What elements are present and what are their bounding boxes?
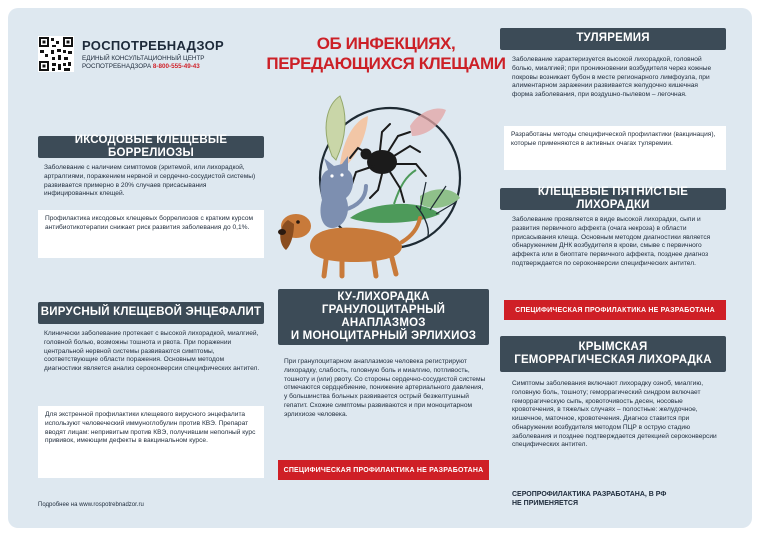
crimean-heading-line-1: КРЫМСКАЯ xyxy=(578,340,648,353)
page-title xyxy=(266,34,506,74)
spotted-fever-heading: КЛЕЩЕВЫЕ ПЯТНИСТЫЕ ЛИХОРАДКИ xyxy=(500,188,726,210)
q-fever-heading-line-1: КУ-ЛИХОРАДКА xyxy=(337,290,430,303)
q-fever-no-prophylaxis-badge: СПЕЦИФИЧЕСКАЯ ПРОФИЛАКТИКА НЕ РАЗРАБОТАНА xyxy=(278,460,489,480)
encephalitis-text: Клинически заболевание протекает с высокой лихорадкой, миалгией, головной болью, возможны тошнота и рвота. При поражении центральной нервной системы развиваются симптомы, соответствующие области поражения. Основным методом диагностики является анализ сероконверсии специфических антител. xyxy=(44,330,260,373)
center-line-1: ЕДИНЫЙ КОНСУЛЬТАЦИОННЫЙ ЦЕНТР xyxy=(82,55,205,62)
encephalitis-heading: ВИРУСНЫЙ КЛЕЩЕВОЙ ЭНЦЕФАЛИТ xyxy=(38,302,264,324)
spotted-fever-no-prophylaxis-badge: СПЕЦИФИЧЕСКАЯ ПРОФИЛАКТИКА НЕ РАЗРАБОТАНА xyxy=(504,300,726,320)
dog-icon xyxy=(278,214,420,276)
title-line-2: ПЕРЕДАЮЩИХСЯ КЛЕЩАМИ xyxy=(266,54,506,73)
title-line-1: ОБ ИНФЕКЦИЯХ, xyxy=(316,34,456,53)
org-name: РОСПОТРЕБНАДЗОР xyxy=(82,38,225,53)
qr-code-icon[interactable] xyxy=(38,36,74,72)
crimean-heading-line-2: ГЕМОРРАГИЧЕСКАЯ ЛИХОРАДКА xyxy=(514,354,712,366)
borreliosis-prophylaxis: Профилактика иксодовых клещевых боррелиозов с кратким курсом антибиотикотерапии снижает риск развития заболевания до 0,1%. xyxy=(38,210,264,258)
footer-link[interactable]: Подробнее на www.rospotrebnadzor.ru xyxy=(38,502,144,508)
org-header xyxy=(38,36,268,84)
spotted-fever-text: Заболевание проявляется в виде высокой лихорадки, сыпи и развития первичного аффекта (очага некроза) в области присасывания клеща. Основным методом диагностики является обнаружением ДНК возбудителя в крови, смыве с первичного аффекта или в биоптате первичного аффекта, позднее диагноз подтверждается по сероконверсии специфических антител. xyxy=(512,216,711,267)
crimean-fever-text: Симптомы заболевания включают лихорадку озноб, миалгию, головную боль, тошноту; геморрагический синдром включает геморрагическую сыпь, кровоточивость десен, носовые кровотечения, в тяжелых случаях – полостные: желудочное, кишечное, маточное, кровотечения. Диагноз ставится при обнаружении возбудителя методом ПЦР в острую стадию заболевания и позднее подтверждается детекцией сероконверсии специфических антител. xyxy=(512,380,717,449)
org-subtitle xyxy=(82,55,205,71)
tularemia-text: Заболевание характеризуется высокой лихорадкой, головной болью, миалгией; при проникновении возбудителя через кожные покровы возникает бубон в месте регионарного лимфоузла, при алиментарном заражении развивается желудочно кишечная форма заболевания, при воздушно-пылевом – легочная. xyxy=(512,56,712,99)
q-fever-heading xyxy=(278,289,489,345)
encephalitis-prophylaxis: Для экстренной профилактики клещевого вирусного энцефалита используют человеческий иммуноглобулин против КВЭ. Препарат вводят лицам: непривитым против КВЭ, получившим неполный курс прививок, имеющим дефекты в вакцинальном курсе. xyxy=(38,406,264,478)
note-line-1: СЕРОПРОФИЛАКТИКА РАЗРАБОТАНА, В РФ xyxy=(512,491,667,498)
borreliosis-heading: ИКСОДОВЫЕ КЛЕЩЕВЫЕ БОРРЕЛИОЗЫ xyxy=(38,136,264,158)
hotline-phone[interactable]: 8-800-555-49-43 xyxy=(152,62,200,70)
crimean-seroprophylaxis-note xyxy=(512,490,718,508)
q-fever-heading-line-2: ГРАНУЛОЦИТАРНЫЙ АНАПЛАЗМОЗ xyxy=(321,303,446,329)
note-line-2: НЕ ПРИМЕНЯЕТСЯ xyxy=(512,500,579,508)
q-fever-heading-line-3: И МОНОЦИТАРНЫЙ ЭРЛИХИОЗ xyxy=(290,330,477,343)
tularemia-heading: ТУЛЯРЕМИЯ xyxy=(500,28,726,50)
poster xyxy=(8,8,752,528)
illustration xyxy=(270,86,508,290)
crimean-fever-heading xyxy=(500,336,726,372)
q-fever-text: При гранулоцитарном анаплазмозе человека регистрируют лихорадку, слабость, головную боль и миалгию, потливость, тошноту и (или) рвоту. Со стороны сердечно-сосудистой системы отмечаются сердцебиение, понижение артериального давления, у большинства больных развивается острый безжелтушный гепатит. Схожие симптомы развиваются и при моноцитарном эрлихиозе человека. xyxy=(284,358,486,418)
tularemia-prophylaxis: Разработаны методы специфической профилактики (вакцинация), которые применяются в активных очагах туляремии. xyxy=(504,126,726,170)
center-line-2: РОСПОТРЕБНАДЗОРА 8-800-555-49-43 xyxy=(82,62,200,70)
borreliosis-text: Заболевание с наличием симптомов (эритемой, или лихорадкой, артралгиями, поражением нервной и сердечно-сосудистой системы) развивается примерно в 20% случаев присасывания инфицированных клещей. xyxy=(44,164,256,198)
